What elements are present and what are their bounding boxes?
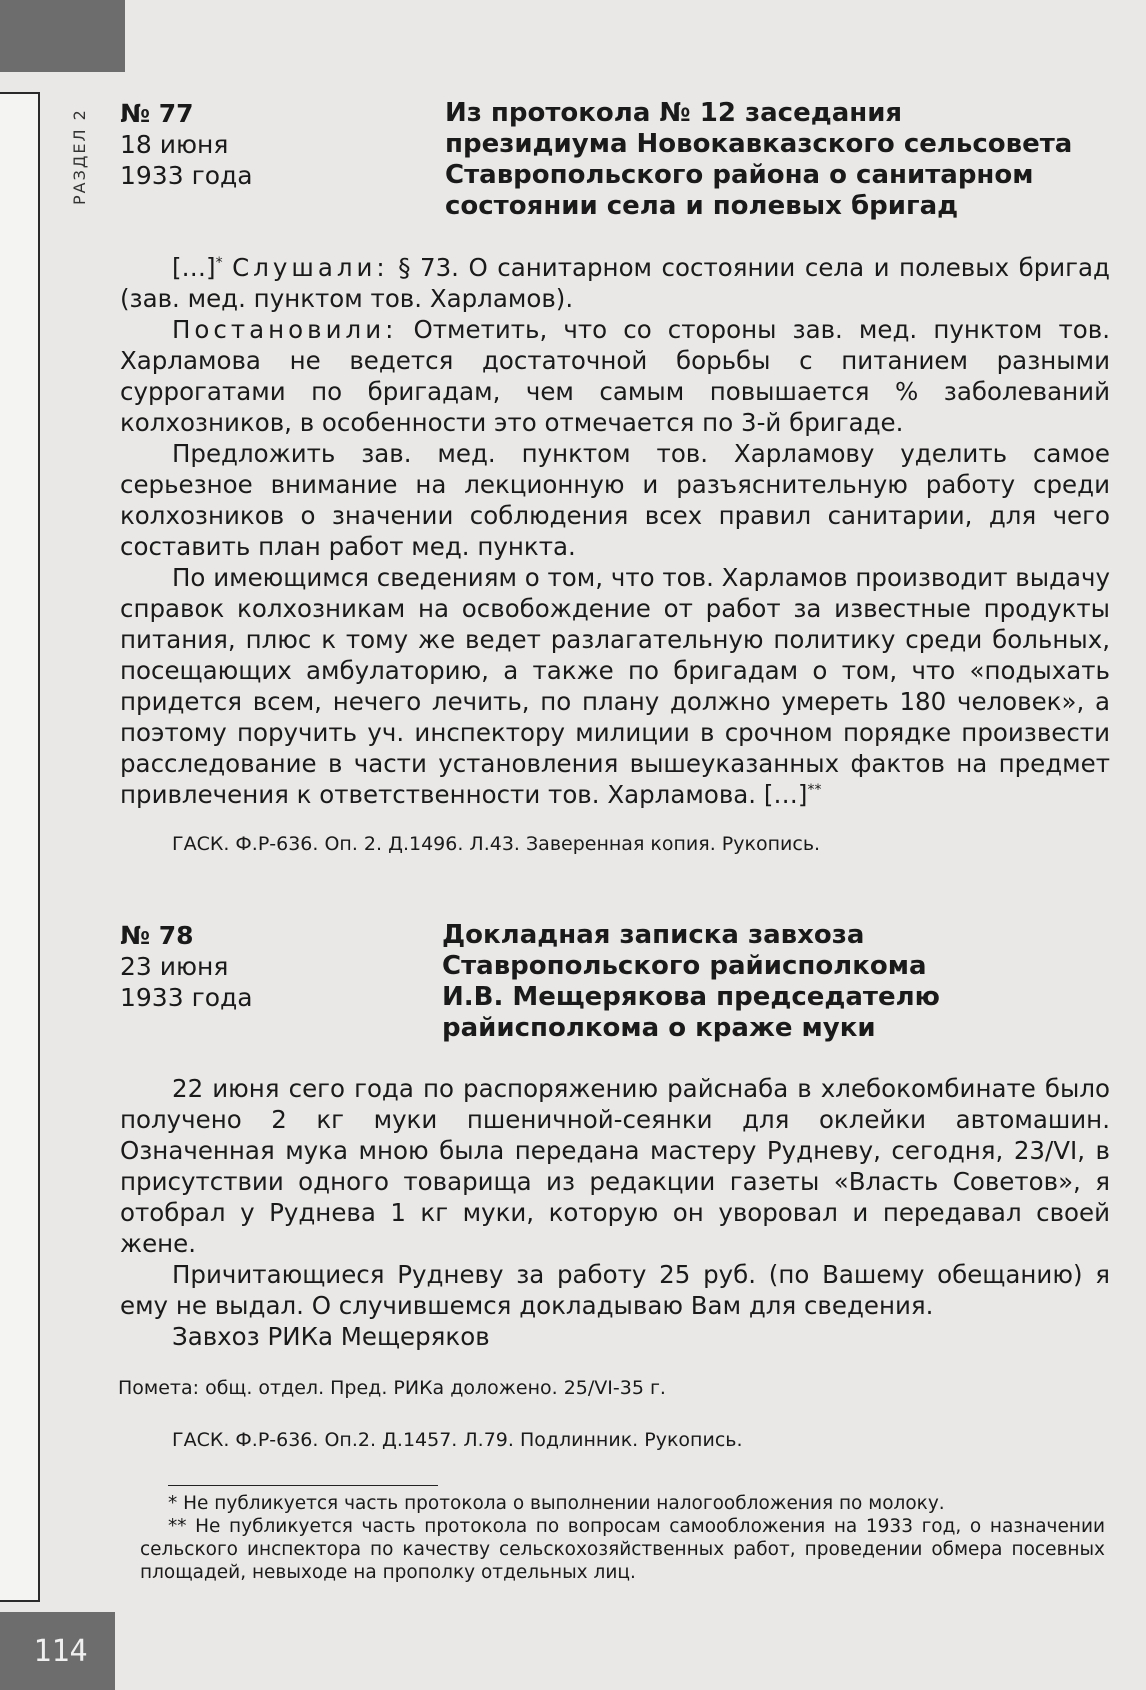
heard-label: Слушали:	[232, 253, 389, 282]
doc77-paragraph-4: По имеющимся сведениям о том, что тов. Харламов производит выдачу справок колхозникам на освобождение от работ за известные продукты питания, плюс к тому же ведет разлагательную политику среди больных, посещающих амбулаторию, а также по бригадам о том, что «подыхать придется всем, нечего лечить, по плану должно умереть 180 человек», а поэтому поручить уч. инспектору милиции в срочном порядке произвести расследование в части установления вышеуказанных фактов на предмет привлечения к ответственности тов. Харламова. […]**	[120, 563, 1110, 809]
doc78-number-block	[120, 920, 420, 1013]
doc78-title-line: райисполкома о краже муки	[442, 1013, 876, 1043]
doc77-date-year: 1933 года	[120, 161, 253, 190]
doc78-paragraph-2: Причитающиеся Рудневу за работу 25 руб. (по Вашему обещанию) я ему не выдал. О случившемся докладываю Вам для сведения.	[120, 1260, 1110, 1320]
footnotes	[140, 1492, 1105, 1584]
doc77-title-line: Ставропольского района о санитарном	[445, 160, 1034, 190]
doc77-body	[120, 252, 1110, 810]
doc77-archive-ref: ГАСК. Ф.Р-636. Оп. 2. Д.1496. Л.43. Заверенная копия. Рукопись.	[172, 833, 821, 855]
decided-label: Постановили:	[172, 315, 398, 344]
section-label: РАЗДЕЛ 2	[70, 108, 89, 205]
doc78-number: № 78	[120, 921, 194, 950]
doc78-title-line: Докладная записка завхоза	[442, 920, 865, 950]
doc77-paragraph-2: Постановили: Отметить, что со стороны зав. мед. пунктом тов. Харламова не ведется достаточной борьбы с питанием разными суррогатами по бригадам, чем самым повышается % заболеваний колхозников, в особенности это отмечается по 3-й бригаде.	[120, 315, 1110, 437]
doc77-title-line: Из протокола № 12 заседания	[445, 98, 903, 128]
corner-tab	[0, 0, 125, 72]
doc77-number: № 77	[120, 99, 194, 128]
footnote-2: ** Не публикуется часть протокола по вопросам самообложения на 1933 год, о назначении сельского инспектора по качеству сельскохозяйственных работ, проведении обмера посевных площадей, невыходе на прополку отдельных лиц.	[140, 1516, 1105, 1583]
doc77-date-day: 18 июня	[120, 130, 229, 159]
doc77-title-line: президиума Новокавказского сельсовета	[445, 129, 1073, 159]
doc78-title	[442, 920, 1112, 1044]
doc78-date-year: 1933 года	[120, 983, 253, 1012]
doc77-number-block	[120, 98, 420, 191]
doc78-body	[120, 1073, 1110, 1352]
doc78-signature: Завхоз РИКа Мещеряков	[172, 1322, 490, 1351]
doc78-date-day: 23 июня	[120, 952, 229, 981]
doc78-note: Помета: общ. отдел. Пред. РИКа доложено. 25/VI-35 г.	[118, 1377, 666, 1399]
doc78-paragraph-1: 22 июня сего года по распоряжению райснаба в хлебокомбинате было получено 2 кг муки пшеничной-сеянки для оклейки автомашин. Означенная мука мною была передана мастеру Рудневу, сегодня, 23/VI, в присутствии одного товарища из редакции газеты «Власть Советов», я отобрал у Руднева 1 кг муки, которую он уворовал и передавал своей жене.	[120, 1074, 1110, 1258]
footnote-1: * Не публикуется часть протокола о выполнении налогообложения по молоку.	[168, 1493, 945, 1514]
doc77-title-line: состоянии села и полевых бригад	[445, 191, 959, 221]
doc78-title-line: И.В. Мещерякова председателю	[442, 982, 940, 1012]
doc77-title	[445, 98, 1115, 222]
footnote-divider	[168, 1485, 438, 1486]
doc78-archive-ref: ГАСК. Ф.Р-636. Оп.2. Д.1457. Л.79. Подлинник. Рукопись.	[172, 1429, 743, 1451]
page-number: 114	[0, 1612, 115, 1690]
doc78-title-line: Ставропольского райисполкома	[442, 951, 927, 981]
side-frame	[0, 92, 40, 1602]
doc77-paragraph-3: Предложить зав. мед. пунктом тов. Харламову уделить самое серьезное внимание на лекционную и разъяснительную работу среди колхозников о значении соблюдения всех правил санитарии, для чего составить план работ мед. пункта.	[120, 439, 1110, 561]
doc77-paragraph-1: […]* Слушали: § 73. О санитарном состоянии села и полевых бригад (зав. мед. пунктом тов. Харламов).	[120, 253, 1111, 313]
